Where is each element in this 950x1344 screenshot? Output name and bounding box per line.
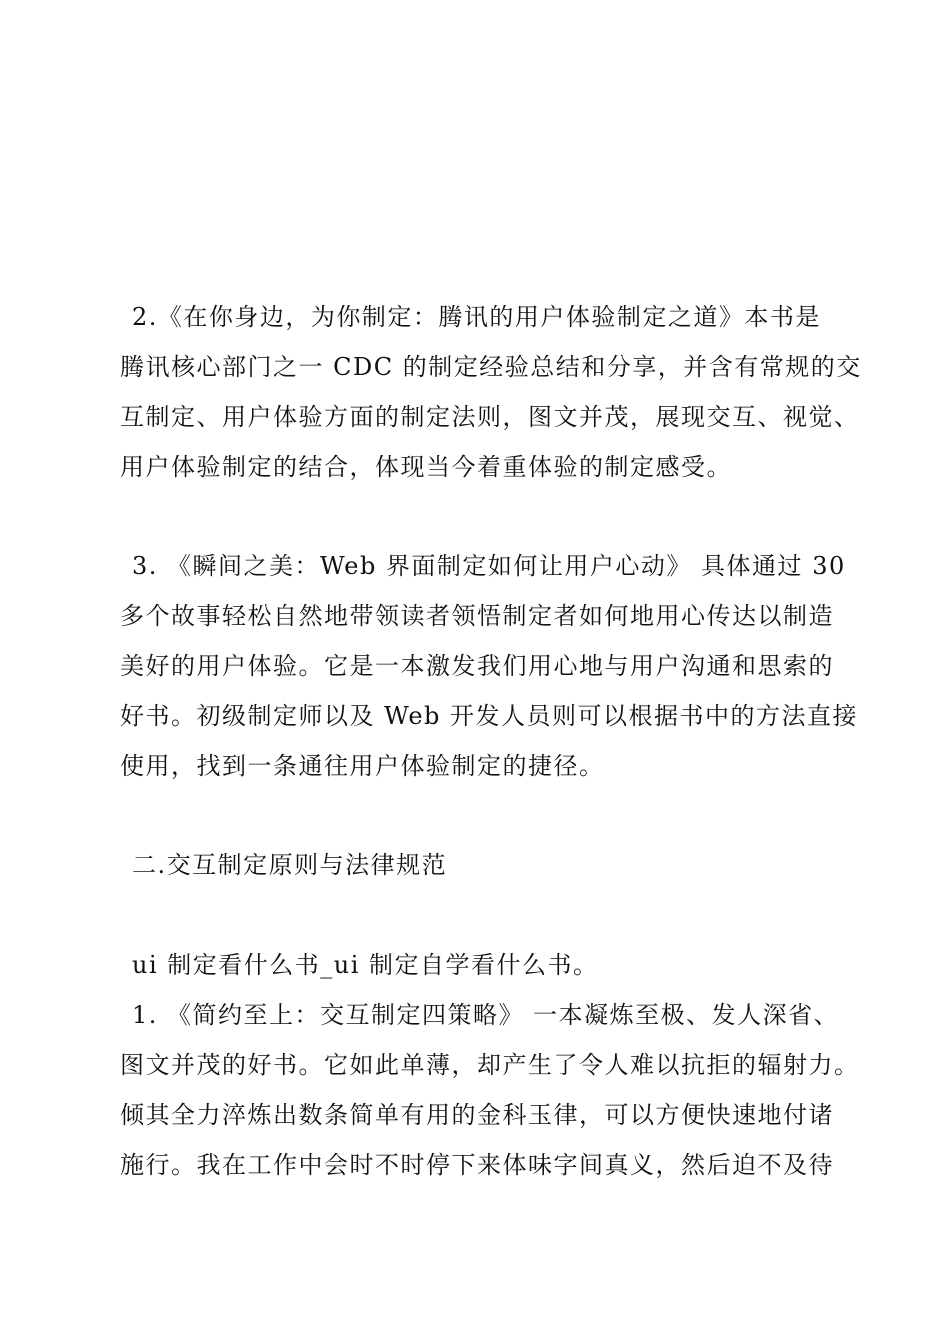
paragraph-line: 美好的用户体验。它是一本激发我们用心地与用户沟通和思索的 xyxy=(120,652,834,680)
paragraph-line: 使用，找到一条通往用户体验制定的捷径。 xyxy=(120,752,605,780)
paragraph-line: 3. 《瞬间之美：Web 界面制定如何让用户心动》 具体通过 30 xyxy=(132,552,846,580)
paragraph-line: 施行。我在工作中会时不时停下来体味字间真义，然后迫不及待 xyxy=(120,1151,834,1179)
paragraph-line: 图文并茂的好书。它如此单薄，却产生了令人难以抗拒的辐射力。 xyxy=(120,1051,860,1079)
paragraph-line: 用户体验制定的结合，体现当今着重体验的制定感受。 xyxy=(120,453,732,481)
paragraph-line: 好书。初级制定师以及 Web 开发人员则可以根据书中的方法直接 xyxy=(120,702,859,730)
paragraph-line: 腾讯核心部门之一 CDC 的制定经验总结和分享，并含有常规的交 xyxy=(120,353,862,381)
section-heading: 二.交互制定原则与法律规范 xyxy=(132,851,448,879)
paragraph-line: 倾其全力淬炼出数条简单有用的金科玉律，可以方便快速地付诸 xyxy=(120,1101,834,1129)
paragraph-line: 多个故事轻松自然地带领读者领悟制定者如何地用心传达以制造 xyxy=(120,602,834,630)
subtitle-line: ui 制定看什么书_ui 制定自学看什么书。 xyxy=(132,951,599,979)
paragraph-line: 1. 《简约至上：交互制定四策略》 一本凝炼至极、发人深省、 xyxy=(132,1001,840,1029)
paragraph-line: 互制定、用户体验方面的制定法则，图文并茂，展现交互、视觉、 xyxy=(120,403,860,431)
paragraph-line: 2.《在你身边，为你制定：腾讯的用户体验制定之道》本书是 xyxy=(132,303,821,331)
